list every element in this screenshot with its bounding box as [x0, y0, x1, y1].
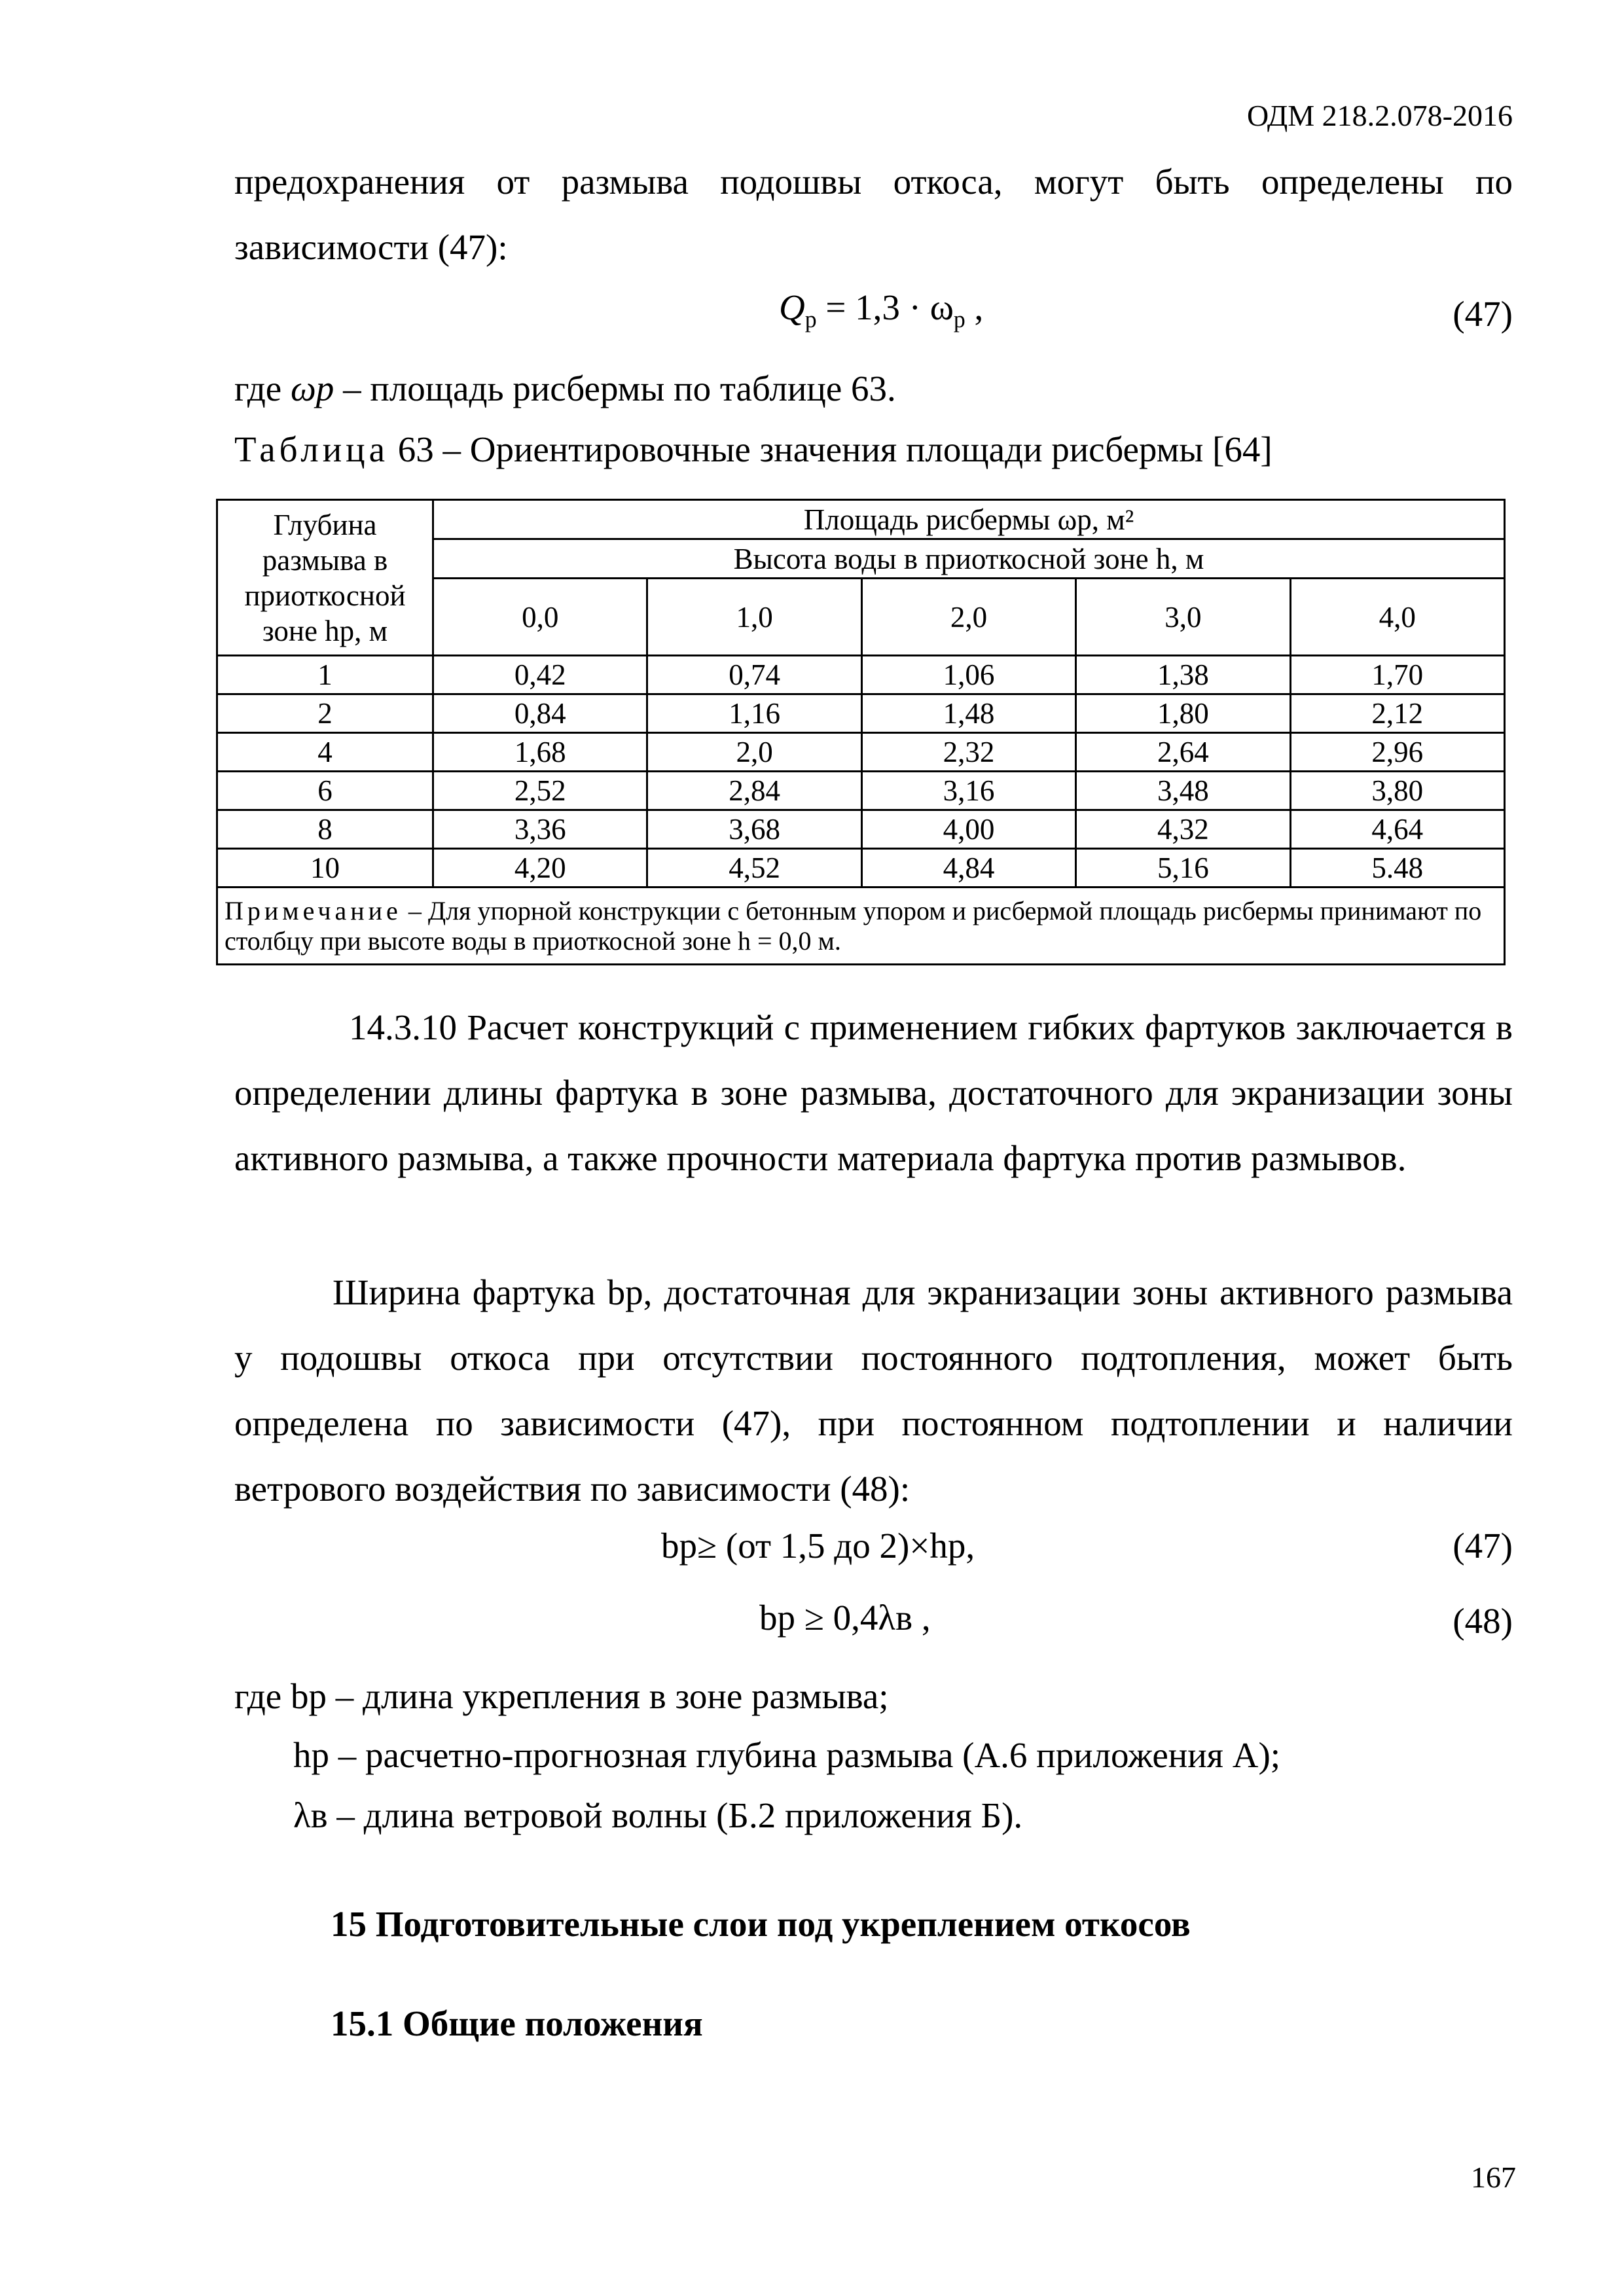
table-row	[217, 772, 1505, 810]
value-cell: 2,64	[1076, 733, 1290, 772]
table-row	[217, 656, 1505, 694]
value-cell: 4,00	[861, 810, 1075, 849]
depth-header: Глубина размыва в приоткосной зоне hр, м	[217, 500, 433, 656]
table-caption-label: Таблица	[234, 429, 389, 469]
value-cell: 1,70	[1290, 656, 1504, 694]
depth-cell: 1	[217, 656, 433, 694]
h-value: 3,0	[1076, 579, 1290, 656]
value-cell: 5.48	[1290, 849, 1504, 888]
document-header: ОДМ 218.2.078-2016	[1246, 99, 1513, 132]
where-omega	[234, 368, 896, 409]
where-h: hр – расчетно-прогнозная глубина размыва (А.6 приложения А);	[293, 1735, 1281, 1775]
h-value: 0,0	[433, 579, 647, 656]
risberm-area-table	[216, 499, 1506, 965]
value-cell: 2,84	[647, 772, 861, 810]
equation-number: (48)	[1453, 1601, 1513, 1641]
h-value: 2,0	[861, 579, 1075, 656]
intro-paragraph: предохранения от размыва подошвы откоса, могут быть определены по зависимости (47):	[234, 162, 1513, 267]
table-note	[217, 888, 1505, 965]
eq-tail: ,	[965, 287, 984, 327]
table-row	[217, 694, 1505, 733]
table-row	[217, 849, 1505, 888]
depth-cell: 4	[217, 733, 433, 772]
value-cell: 4,32	[1076, 810, 1290, 849]
value-cell: 3,68	[647, 810, 861, 849]
equation-47-width: bр≥ (от 1,5 до 2)×hр,	[661, 1526, 975, 1566]
value-cell: 3,48	[1076, 772, 1290, 810]
note-text: – Для упорной конструкции с бетонным упором и рисбермой площадь рисбермы принимают по столбцу при высоте воды в приоткосной зоне h = 0,0 м.	[225, 895, 1482, 956]
eq-q-symbol: Q	[779, 287, 805, 327]
value-cell: 0,84	[433, 694, 647, 733]
section-heading-15-1: 15.1 Общие положения	[331, 2003, 703, 2043]
table-row	[217, 733, 1505, 772]
table-caption	[234, 429, 1272, 470]
area-header: Площадь рисбермы ωр, м²	[433, 500, 1505, 539]
table-row	[217, 810, 1505, 849]
table-caption-text: 63 – Ориентировочные значения площади рисбермы [64]	[388, 429, 1272, 469]
value-cell: 1,68	[433, 733, 647, 772]
value-cell: 0,42	[433, 656, 647, 694]
equation-number: (47)	[1453, 1526, 1513, 1566]
section-heading-15: 15 Подготовительные слои под укреплением откосов	[331, 1904, 1191, 1944]
height-header: Высота воды в приоткосной зоне h, м	[433, 539, 1505, 579]
value-cell: 1,48	[861, 694, 1075, 733]
eq-rhs: = 1,3 · ω	[825, 287, 954, 327]
value-cell: 3,36	[433, 810, 647, 849]
note-label: Примечание	[225, 895, 402, 925]
value-cell: 2,12	[1290, 694, 1504, 733]
eq-omega-sub: р	[953, 306, 965, 332]
value-cell: 1,16	[647, 694, 861, 733]
value-cell: 3,80	[1290, 772, 1504, 810]
where-b: где bр – длина укрепления в зоне размыва;	[234, 1676, 889, 1716]
value-cell: 4,84	[861, 849, 1075, 888]
omega-symbol: ωр	[290, 368, 334, 408]
value-cell: 3,16	[861, 772, 1075, 810]
value-cell: 2,32	[861, 733, 1075, 772]
paragraph-14-3-10: 14.3.10 Расчет конструкций с применением гибких фартуков заключается в определении длины фартука в зоне размыва, достаточного для экранизации зоны активного размыва, а также прочности материала фартука против размывов.	[234, 1007, 1513, 1178]
value-cell: 4,64	[1290, 810, 1504, 849]
value-cell: 0,74	[647, 656, 861, 694]
depth-cell: 6	[217, 772, 433, 810]
value-cell: 5,16	[1076, 849, 1290, 888]
h-value: 4,0	[1290, 579, 1504, 656]
depth-cell: 10	[217, 849, 433, 888]
equation-47-area	[779, 287, 983, 333]
h-value: 1,0	[647, 579, 861, 656]
eq-q-sub: р	[804, 306, 817, 332]
where-lambda: λв – длина ветровой волны (Б.2 приложения Б).	[293, 1795, 1023, 1835]
value-cell: 2,0	[647, 733, 861, 772]
value-cell: 1,80	[1076, 694, 1290, 733]
depth-cell: 2	[217, 694, 433, 733]
value-cell: 2,52	[433, 772, 647, 810]
value-cell: 2,96	[1290, 733, 1504, 772]
value-cell: 1,06	[861, 656, 1075, 694]
value-cell: 1,38	[1076, 656, 1290, 694]
equation-48: bр ≥ 0,4λв ,	[759, 1598, 931, 1638]
value-cell: 4,52	[647, 849, 861, 888]
paragraph-apron-width: Ширина фартука bр, достаточная для экранизации зоны активного размыва у подошвы откоса при отсутствии постоянного подтопления, может быть определена по зависимости (47), при постоянном подтоплении и наличии ветрового воздействия по зависимости (48):	[234, 1272, 1513, 1509]
page-number: 167	[1471, 2161, 1516, 2194]
depth-cell: 8	[217, 810, 433, 849]
where-prefix: где	[234, 368, 291, 408]
where-text: – площадь рисбермы по таблице 63.	[334, 368, 896, 408]
equation-number: (47)	[1453, 294, 1513, 334]
value-cell: 4,20	[433, 849, 647, 888]
